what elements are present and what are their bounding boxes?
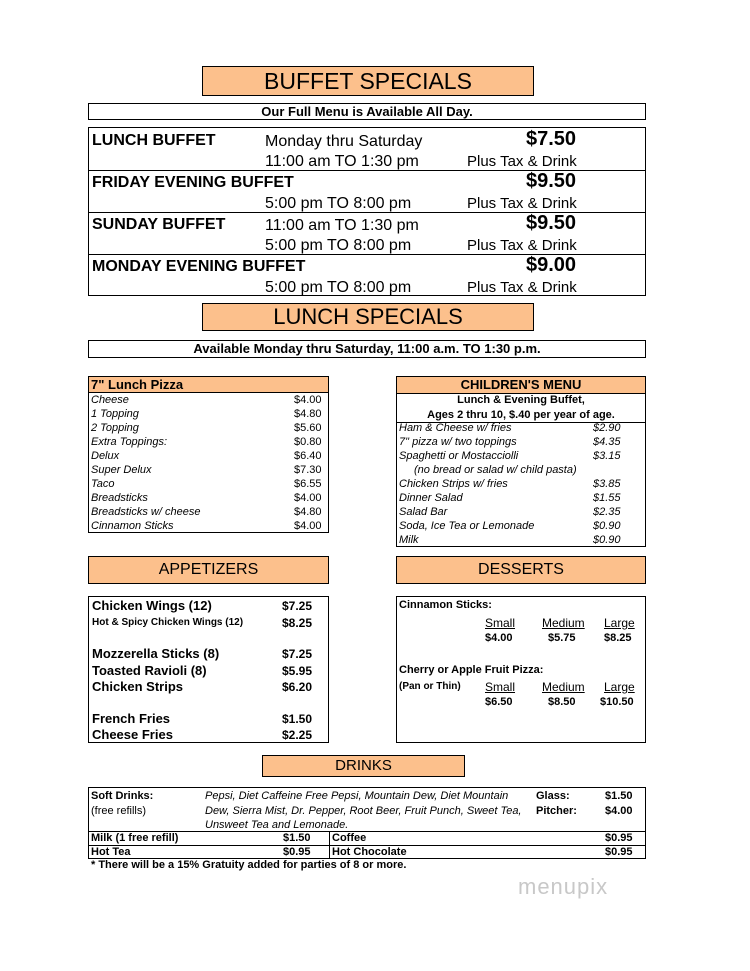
children-item-name: (no bread or salad w/ child pasta) [414, 464, 577, 476]
children-title: CHILDREN'S MENU [397, 377, 645, 394]
pizza-item [89, 394, 328, 408]
buffet-row [89, 170, 645, 213]
pizza-item-name: 1 Topping [91, 408, 139, 420]
pizza-item-price: $4.00 [294, 520, 322, 532]
dessert-pizza-sub: (Pan or Thin) [399, 681, 461, 692]
children-item-price: $3.85 [593, 478, 621, 490]
size-medium: Medium [542, 616, 585, 630]
appetizer-price: $2.25 [282, 728, 313, 742]
children-item [397, 506, 645, 520]
pizza-item-price: $4.00 [294, 492, 322, 504]
children-item [397, 450, 645, 464]
children-table [396, 376, 646, 547]
appetizer-price: $7.25 [282, 599, 313, 613]
children-item-price: $0.90 [593, 520, 621, 532]
glass-price: $1.50 [605, 790, 633, 802]
buffet-item-price: $9.00 [526, 254, 577, 276]
hot-tea-label: Hot Tea [91, 846, 131, 858]
soft-drinks-list-1: Pepsi, Diet Caffeine Free Pepsi, Mountain Dew, Diet Mountain [205, 790, 509, 802]
children-item-name: Ham & Cheese w/ fries [399, 422, 512, 434]
dessert-pizza-label: Cherry or Apple Fruit Pizza: [399, 664, 544, 676]
glass-label: Glass: [536, 790, 570, 802]
appetizer-price: $5.95 [282, 664, 313, 678]
children-item-name: 7" pizza w/ two toppings [399, 436, 517, 448]
pizza-item-name: Breadsticks [91, 492, 148, 504]
milk-label: Milk (1 free refill) [91, 832, 179, 844]
desserts-title: DESSERTS [396, 556, 646, 584]
pitcher-label: Pitcher: [536, 805, 577, 817]
pizza-item-price: $6.40 [294, 450, 322, 462]
buffet-table [88, 127, 646, 296]
hot-tea-price: $0.95 [283, 846, 311, 858]
pizza-item [89, 520, 328, 534]
size-medium: Medium [542, 680, 585, 694]
buffet-item-note: Plus Tax & Drink [467, 153, 577, 170]
pizza-item-name: 2 Topping [91, 422, 139, 434]
children-item [397, 520, 645, 534]
buffet-item-hours: 5:00 pm TO 8:00 pm [265, 195, 412, 212]
cinnamon-price-large: $8.25 [604, 632, 632, 644]
pizza-price-large: $10.50 [600, 696, 634, 708]
children-item-price: $0.90 [593, 534, 621, 546]
buffet-item-days: 11:00 am TO 1:30 pm [265, 217, 419, 234]
pizza-price-medium: $8.50 [548, 696, 576, 708]
children-item-name: Salad Bar [399, 506, 448, 518]
soft-drinks-list-3: Unsweet Tea and Lemonade. [205, 819, 349, 831]
pizza-item [89, 408, 328, 422]
pizza-item-price: $4.80 [294, 408, 322, 420]
desserts-table [396, 596, 646, 743]
children-item-price: $2.90 [593, 422, 621, 434]
buffet-title: BUFFET SPECIALS [202, 66, 534, 96]
children-item-price: $4.35 [593, 436, 621, 448]
lunch-title: LUNCH SPECIALS [202, 303, 534, 331]
dessert-cinnamon-label: Cinnamon Sticks: [399, 599, 492, 611]
children-item [397, 436, 645, 450]
drinks-table [88, 787, 646, 859]
cinnamon-price-small: $4.00 [485, 632, 513, 644]
appetizer-name: Mozzerella Sticks (8) [92, 646, 220, 661]
pizza-item-price: $7.30 [294, 464, 322, 476]
pizza-item-name: Taco [91, 478, 115, 490]
buffet-item-price: $7.50 [526, 128, 577, 150]
children-item-name: Spaghetti or Mostacciolli [399, 450, 519, 462]
appetizer-price: $7.25 [282, 647, 313, 661]
children-item-price: $2.35 [593, 506, 621, 518]
pizza-item-price: $0.80 [294, 436, 322, 448]
children-item [397, 464, 645, 478]
appetizer-price: $1.50 [282, 712, 313, 726]
children-sub2: Ages 2 thru 10, $.40 per year of age. [427, 409, 615, 421]
pizza-price-small: $6.50 [485, 696, 513, 708]
pizza-item-name: Breadsticks w/ cheese [91, 506, 201, 518]
children-item [397, 422, 645, 436]
pizza-item-price: $4.80 [294, 506, 322, 518]
cinnamon-price-medium: $5.75 [548, 632, 576, 644]
free-refills-label: (free refills) [91, 805, 147, 817]
buffet-item-note: Plus Tax & Drink [467, 195, 577, 212]
pizza-item-name: Cheese [91, 394, 129, 406]
buffet-item-name: FRIDAY EVENING BUFFET [92, 174, 294, 191]
appetizer-name: Chicken Wings (12) [92, 598, 212, 613]
appetizers-table [88, 596, 329, 743]
pizza-item [89, 478, 328, 492]
pizza-item-price: $4.00 [294, 394, 322, 406]
pizza-table [88, 376, 329, 533]
size-large: Large [604, 680, 635, 694]
buffet-item-hours: 5:00 pm TO 8:00 pm [265, 279, 412, 296]
milk-price: $1.50 [283, 832, 311, 844]
buffet-item-price: $9.50 [526, 212, 577, 234]
soft-drinks-list-2: Dew, Sierra Mist, Dr. Pepper, Root Beer, Fruit Punch, Sweet Tea, [205, 805, 522, 817]
buffet-item-note: Plus Tax & Drink [467, 237, 577, 254]
coffee-price: $0.95 [605, 832, 633, 844]
buffet-item-name: MONDAY EVENING BUFFET [92, 258, 306, 275]
size-small: Small [485, 616, 516, 630]
appetizer-name: Cheese Fries [92, 727, 173, 742]
children-item-name: Chicken Strips w/ fries [399, 478, 508, 490]
pizza-item-name: Super Delux [91, 464, 152, 476]
gratuity-note: * There will be a 15% Gratuity added for parties of 8 or more. [91, 859, 407, 871]
buffet-row [89, 212, 645, 255]
soft-drinks-label: Soft Drinks: [91, 790, 154, 802]
children-item-name: Soda, Ice Tea or Lemonade [399, 520, 535, 532]
pizza-item-name: Extra Toppings: [91, 436, 168, 448]
pitcher-price: $4.00 [605, 805, 633, 817]
size-large: Large [604, 616, 635, 630]
buffet-item-hours: 11:00 am TO 1:30 pm [265, 153, 419, 170]
coffee-label: Coffee [332, 832, 367, 844]
pizza-item [89, 492, 328, 506]
pizza-item [89, 464, 328, 478]
appetizers-title: APPETIZERS [88, 556, 329, 584]
buffet-item-days: Monday thru Saturday [265, 133, 423, 150]
appetizer-price: $8.25 [282, 616, 313, 630]
buffet-row [89, 128, 645, 171]
lunch-subtitle: Available Monday thru Saturday, 11:00 a.m. TO 1:30 p.m. [88, 340, 646, 358]
children-item-name: Milk [399, 534, 419, 546]
appetizer-name: Chicken Strips [92, 679, 184, 694]
appetizer-name: French Fries [92, 711, 171, 726]
pizza-title: 7" Lunch Pizza [89, 377, 328, 393]
hot-chocolate-label: Hot Chocolate [332, 846, 407, 858]
menupix-watermark: menupix [518, 874, 609, 899]
pizza-item [89, 436, 328, 450]
pizza-item-name: Cinnamon Sticks [91, 520, 174, 532]
pizza-item [89, 450, 328, 464]
drinks-title: DRINKS [262, 755, 465, 777]
pizza-item-price: $6.55 [294, 478, 322, 490]
children-item [397, 534, 645, 548]
appetizer-price: $6.20 [282, 680, 313, 694]
buffet-item-price: $9.50 [526, 170, 577, 192]
pizza-item-price: $5.60 [294, 422, 322, 434]
size-small: Small [485, 680, 516, 694]
children-item-price: $1.55 [593, 492, 621, 504]
children-item [397, 478, 645, 492]
appetizer-name: Toasted Ravioli (8) [92, 663, 207, 678]
buffet-item-note: Plus Tax & Drink [467, 279, 577, 296]
children-item-price: $3.15 [593, 450, 621, 462]
children-item-name: Dinner Salad [399, 492, 463, 504]
buffet-subtitle: Our Full Menu is Available All Day. [88, 103, 646, 120]
children-item [397, 492, 645, 506]
buffet-item-name: LUNCH BUFFET [92, 132, 216, 149]
pizza-item [89, 422, 328, 436]
buffet-row [89, 254, 645, 296]
appetizer-name: Hot & Spicy Chicken Wings (12) [92, 617, 244, 628]
hot-chocolate-price: $0.95 [605, 846, 633, 858]
pizza-item-name: Delux [91, 450, 120, 462]
children-sub1: Lunch & Evening Buffet, [457, 394, 585, 406]
buffet-item-hours: 5:00 pm TO 8:00 pm [265, 237, 412, 254]
pizza-item [89, 506, 328, 520]
buffet-item-name: SUNDAY BUFFET [92, 216, 226, 233]
